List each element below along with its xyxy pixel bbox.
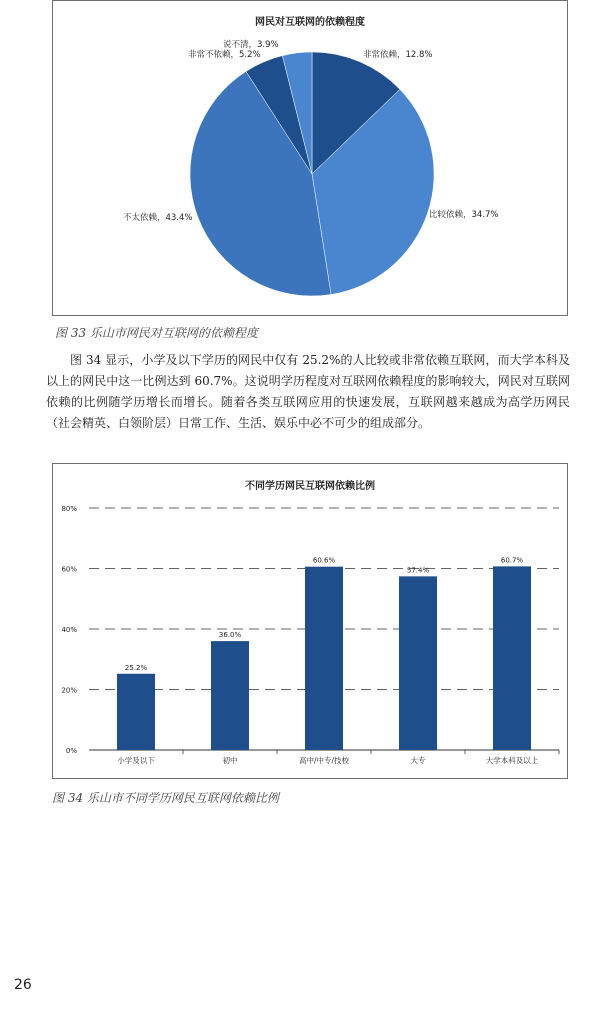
bar-chart-title: 不同学历网民互联网依赖比例 [245,481,375,492]
pie-chart-panel [52,0,568,316]
pie-slice-label: 非常不依赖，5.2% [188,50,261,60]
body-paragraph: 图 34 显示，小学及以下学历的网民中仅有 25.2%的人比较或非常依赖互联网，而大学本科及以上的网民中这一比例达到 60.7%。这说明学历程度对互联网依赖程度的影响较大，网民对互联网依赖的比例随学历增长而增长。随着各类互联网应用的快速发展，互联网越来越成为高学历网民（社会精英、白领阶层）日常工作、生活、娱乐中必不可少的组成部分。 [46,353,570,430]
pie-slice-label: 不太依赖，43.4% [123,213,193,223]
figure-34-caption: 图 34 乐山市不同学历网民互联网依赖比例 [52,791,279,805]
bar-data-label: 57.4% [406,566,430,575]
bar-data-label: 36.0% [218,631,242,640]
bar-data-label: 25.2% [124,663,148,672]
bar [493,566,531,750]
bar [211,641,249,750]
x-tick-label: 大专 [410,756,426,765]
y-tick-label: 40% [61,626,77,634]
pie-slice-label: 非常依赖，12.8% [363,50,433,60]
x-tick-label: 高中/中专/技校 [298,756,350,765]
pie-slice-label: 说不清，3.9% [223,40,279,50]
y-tick-label: 0% [65,747,77,755]
y-tick-label: 80% [61,505,77,513]
pie-slice-label: 比较依赖，34.7% [429,210,499,220]
y-tick-label: 20% [61,686,77,695]
bar-chart-panel [52,463,568,779]
bar [117,674,155,750]
bar-data-label: 60.6% [312,556,336,565]
bar [305,567,343,750]
x-tick-label: 初中 [222,756,238,765]
pie-chart-title: 网民对互联网的依赖程度 [255,17,365,28]
page-number: 26 [14,977,32,993]
figure-33-caption: 图 33 乐山市网民对互联网的依赖程度 [55,326,258,340]
x-tick-label: 大学本科及以上 [485,756,539,765]
pie-chart [53,1,567,315]
bar-data-label: 60.7% [500,556,524,565]
bar-chart [53,464,567,778]
x-tick-label: 小学及以下 [117,756,155,765]
y-tick-label: 60% [61,565,77,574]
bar [399,576,437,750]
